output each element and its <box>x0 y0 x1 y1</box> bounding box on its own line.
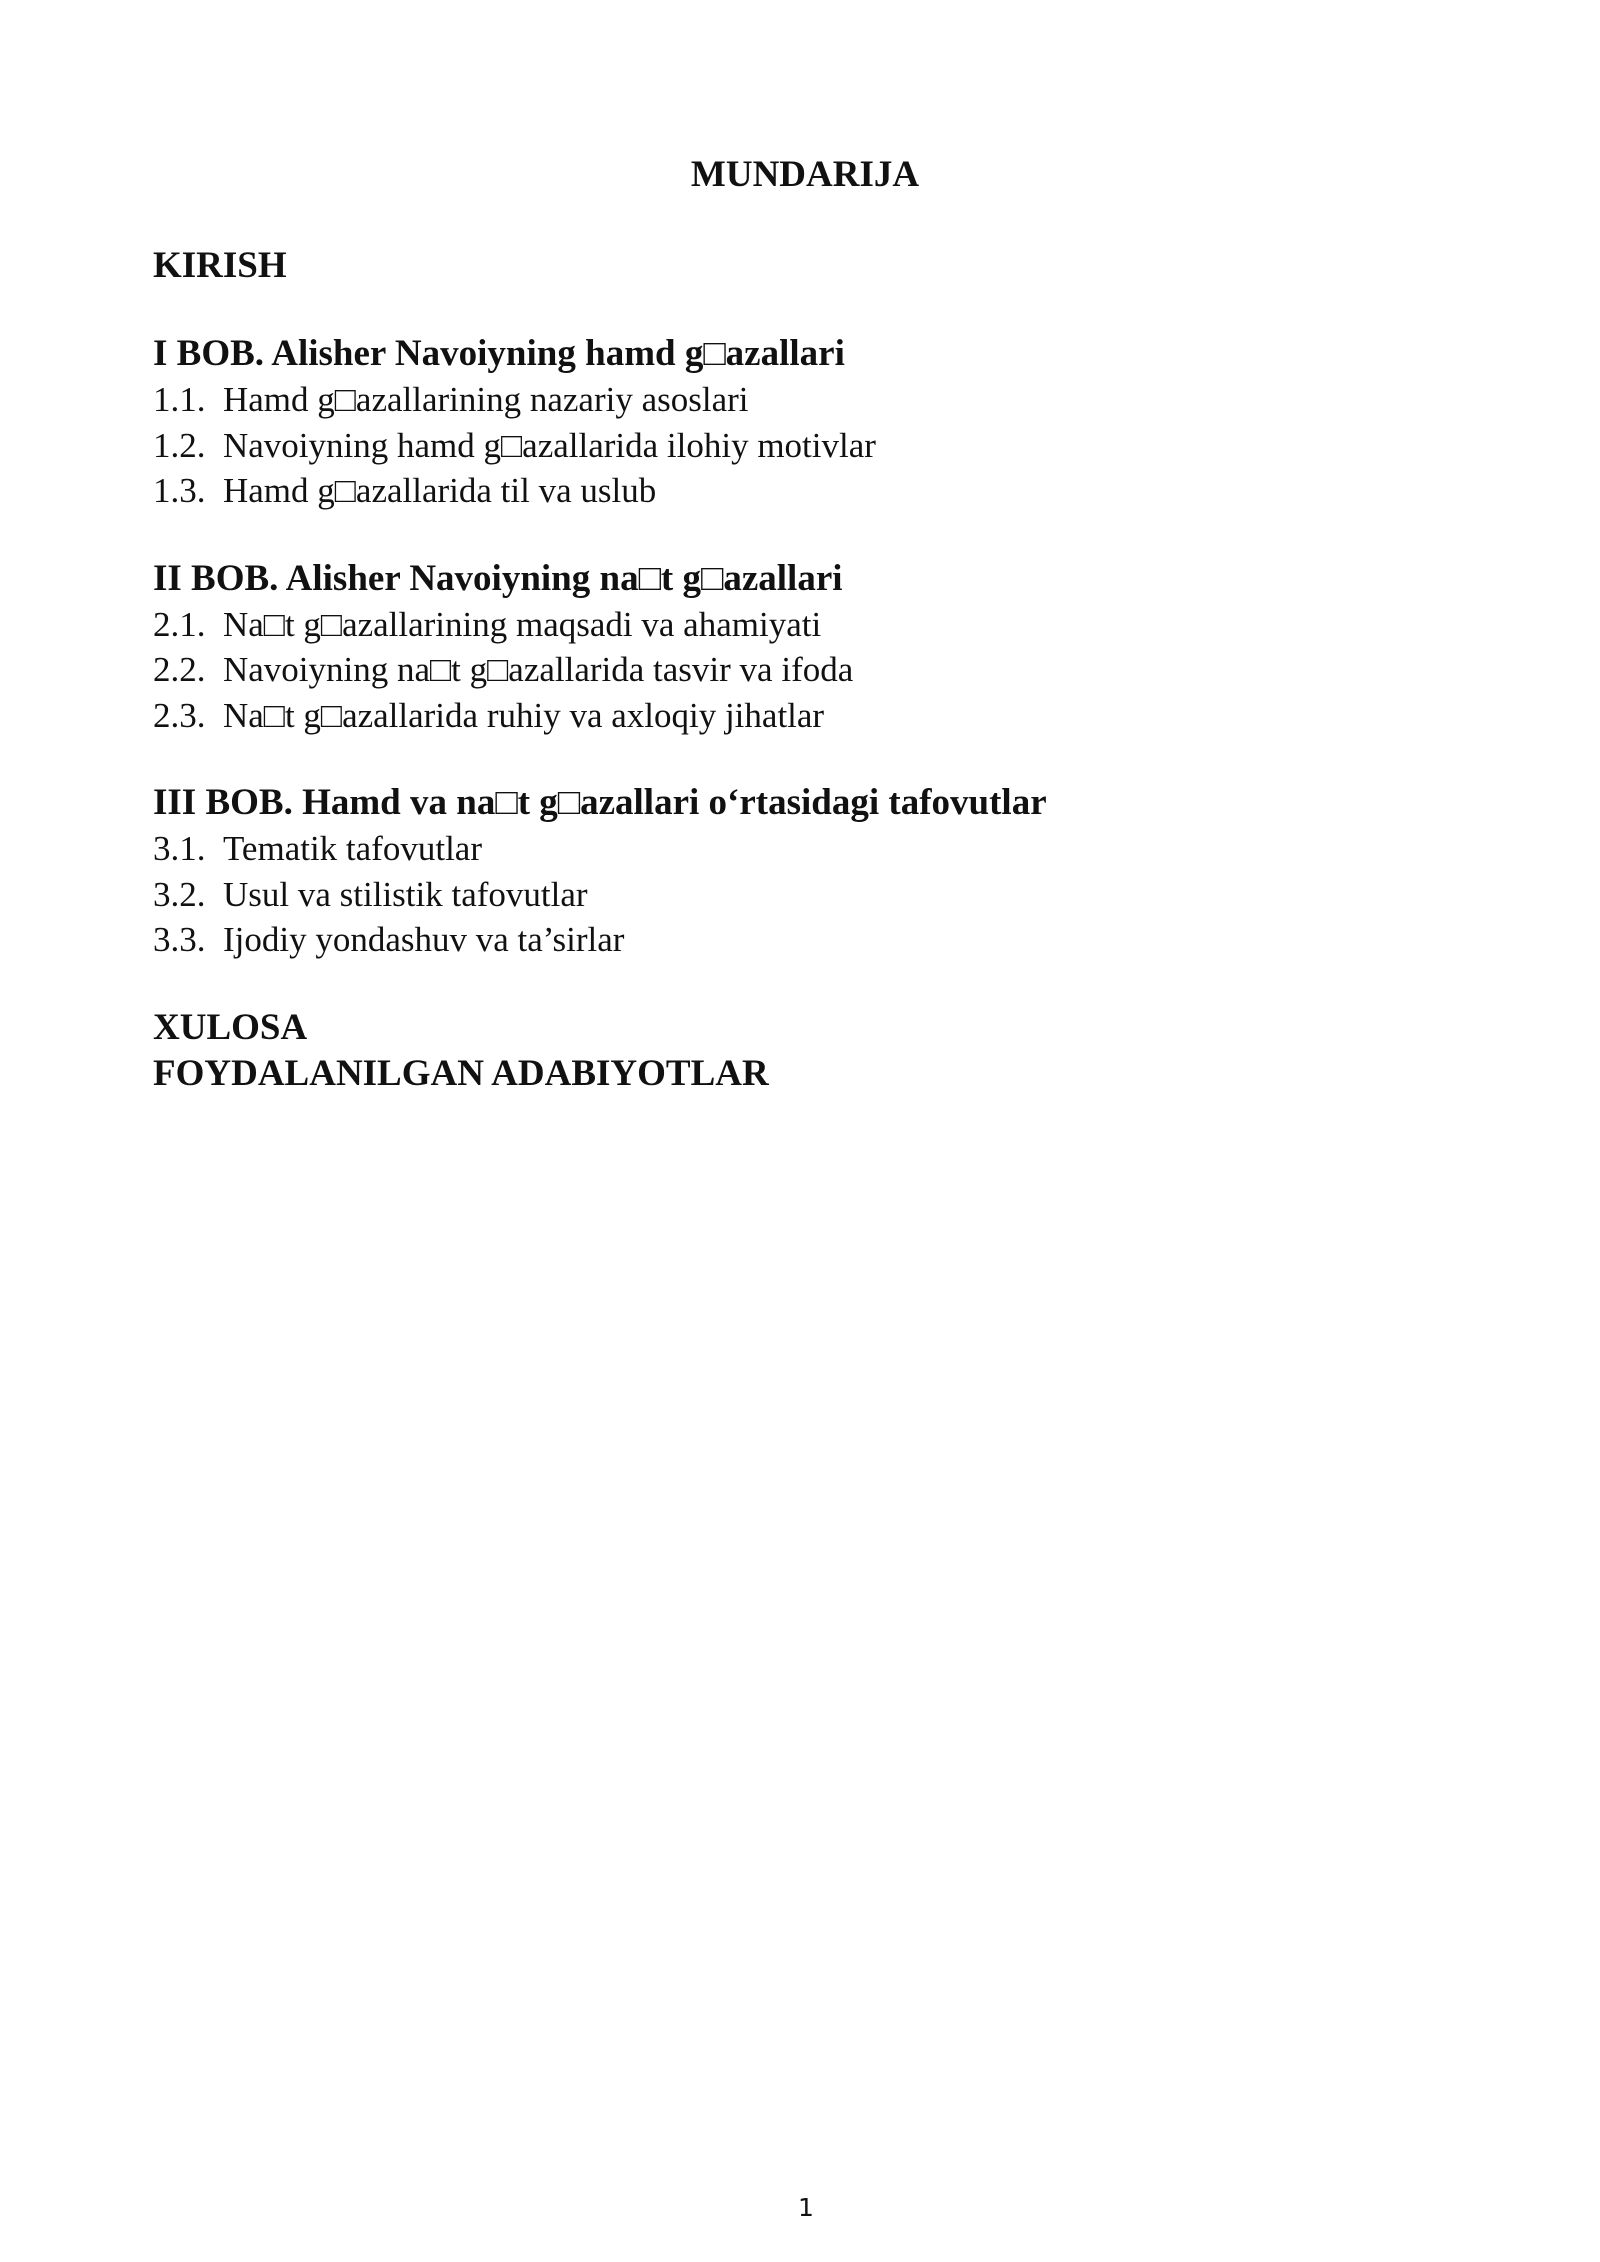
toc-section <box>153 377 1453 423</box>
section-title: Ijodiy yondashuv va ta’sirlar <box>223 920 625 959</box>
chapter-title: III BOB. Hamd va na□t g□azallari o‘rtasidagi tafovutlar <box>153 782 1047 823</box>
toc-chapter-2 <box>153 556 1453 739</box>
section-number: 1.2. <box>153 425 206 465</box>
section-number: 3.3. <box>153 920 206 959</box>
toc-section <box>153 423 1453 469</box>
toc-intro: KIRISH <box>153 245 287 286</box>
toc-references: FOYDALANILGAN ADABIYOTLAR <box>153 1052 769 1094</box>
page-title: MUNDARIJA <box>690 154 920 195</box>
toc-section <box>153 647 1453 693</box>
section-number: 2.2. <box>153 650 206 689</box>
section-number: 3.2. <box>153 874 206 914</box>
page-number: 1 <box>798 2193 814 2222</box>
section-number: 3.1. <box>153 829 206 868</box>
toc-section <box>153 826 1453 872</box>
chapter-title: II BOB. Alisher Navoiyning na□t g□azallari <box>153 557 843 599</box>
section-title: Navoiyning hamd g□azallarida ilohiy motivlar <box>223 425 876 465</box>
toc-section <box>153 693 1453 739</box>
toc-section <box>153 468 1453 514</box>
toc-chapter-1 <box>153 331 1453 514</box>
section-title: Navoiyning na□t g□azallarida tasvir va ifoda <box>223 650 854 689</box>
toc-section <box>153 872 1453 918</box>
toc-section <box>153 917 1453 963</box>
toc-chapter-3 <box>153 780 1453 963</box>
chapter-title: I BOB. Alisher Navoiyning hamd g□azallari <box>153 333 845 374</box>
section-title: Hamd g□azallarida til va uslub <box>223 471 657 510</box>
toc-conclusion: XULOSA <box>153 1006 308 1048</box>
section-number: 1.3. <box>153 471 206 510</box>
section-title: Na□t g□azallarining maqsadi va ahamiyati <box>223 604 822 644</box>
section-number: 1.1. <box>153 380 206 419</box>
toc-section <box>153 602 1453 648</box>
table-of-contents <box>153 243 1453 1097</box>
section-title: Hamd g□azallarining nazariy asoslari <box>223 380 749 419</box>
section-title: Tematik tafovutlar <box>223 829 482 868</box>
section-title: Usul va stilistik tafovutlar <box>223 874 588 914</box>
section-title: Na□t g□azallarida ruhiy va axloqiy jihatlar <box>223 695 825 735</box>
section-number: 2.1. <box>153 604 206 644</box>
section-number: 2.3. <box>153 695 206 735</box>
